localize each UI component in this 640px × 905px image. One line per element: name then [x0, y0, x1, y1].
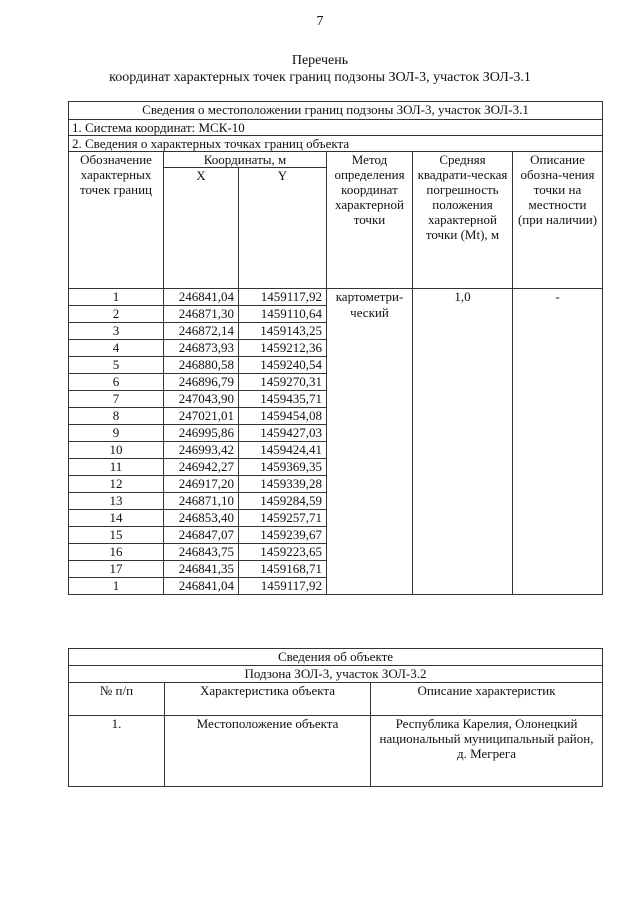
point-number: 9 — [69, 425, 164, 442]
coordinates-table — [68, 101, 603, 595]
object-info-table — [68, 648, 603, 787]
coord-y: 1459212,36 — [239, 340, 327, 357]
title-line-2: координат характерных точек границ подзоны ЗОЛ-3, участок ЗОЛ-3.1 — [109, 70, 531, 85]
coord-y: 1459223,65 — [239, 544, 327, 561]
coord-x: 246993,42 — [164, 442, 239, 459]
coord-x: 247021,01 — [164, 408, 239, 425]
coord-y: 1459427,03 — [239, 425, 327, 442]
coord-system-row: 1. Система координат: МСК-10 — [69, 120, 603, 136]
object-row-num: 1. — [69, 716, 165, 787]
error-value: 1,0 — [413, 289, 513, 595]
coord-x: 247043,90 — [164, 391, 239, 408]
description-value: - — [513, 289, 603, 595]
point-number: 12 — [69, 476, 164, 493]
coord-x: 246942,27 — [164, 459, 239, 476]
header-coordinates: Координаты, м — [164, 152, 327, 168]
object-header-num: № п/п — [69, 683, 165, 716]
coord-row — [69, 289, 603, 306]
point-number: 13 — [69, 493, 164, 510]
coord-x: 246872,14 — [164, 323, 239, 340]
coord-y: 1459117,92 — [239, 289, 327, 306]
coord-x: 246880,58 — [164, 357, 239, 374]
header-description: Описание обозна-чения точки на местности (при наличии) — [513, 152, 603, 289]
coord-y: 1459270,31 — [239, 374, 327, 391]
header-y: Y — [239, 168, 327, 289]
point-number: 6 — [69, 374, 164, 391]
coord-y: 1459143,25 — [239, 323, 327, 340]
coord-table-caption: Сведения о местоположении границ подзоны ЗОЛ-3, участок ЗОЛ-3.1 — [69, 102, 603, 120]
point-number: 3 — [69, 323, 164, 340]
coord-y: 1459435,71 — [239, 391, 327, 408]
header-x: X — [164, 168, 239, 289]
coord-y: 1459369,35 — [239, 459, 327, 476]
document-title — [60, 52, 580, 86]
coord-y: 1459110,64 — [239, 306, 327, 323]
object-row-description: Республика Карелия, Олонецкий национальный муниципальный район, д. Мегрега — [371, 716, 603, 787]
object-header-description: Описание характеристик — [371, 683, 603, 716]
point-number: 11 — [69, 459, 164, 476]
point-number: 14 — [69, 510, 164, 527]
coord-x: 246917,20 — [164, 476, 239, 493]
coord-x: 246995,86 — [164, 425, 239, 442]
coord-x: 246871,30 — [164, 306, 239, 323]
coord-y: 1459257,71 — [239, 510, 327, 527]
coord-x: 246841,35 — [164, 561, 239, 578]
object-header-characteristic: Характеристика объекта — [165, 683, 371, 716]
object-table-caption: Сведения об объекте — [69, 649, 603, 666]
point-number: 10 — [69, 442, 164, 459]
point-number: 1 — [69, 289, 164, 306]
header-error: Средняя квадрати-ческая погрешность положения характерной точки (Mt), м — [413, 152, 513, 289]
coord-y: 1459117,92 — [239, 578, 327, 595]
coord-x: 246853,40 — [164, 510, 239, 527]
point-number: 7 — [69, 391, 164, 408]
section-row: 2. Сведения о характерных точках границ объекта — [69, 136, 603, 152]
coord-x: 246843,75 — [164, 544, 239, 561]
coord-y: 1459454,08 — [239, 408, 327, 425]
point-number: 2 — [69, 306, 164, 323]
coord-x: 246841,04 — [164, 289, 239, 306]
method-value: картометри-ческий — [327, 289, 413, 595]
coord-y: 1459240,54 — [239, 357, 327, 374]
coord-x: 246873,93 — [164, 340, 239, 357]
coord-y: 1459168,71 — [239, 561, 327, 578]
coord-x: 246847,07 — [164, 527, 239, 544]
object-row-characteristic: Местоположение объекта — [165, 716, 371, 787]
coord-x: 246841,04 — [164, 578, 239, 595]
point-number: 5 — [69, 357, 164, 374]
point-number: 17 — [69, 561, 164, 578]
header-designation: Обозначение характерных точек границ — [69, 152, 164, 289]
point-number: 1 — [69, 578, 164, 595]
point-number: 16 — [69, 544, 164, 561]
point-number: 4 — [69, 340, 164, 357]
header-method: Метод определения координат характерной точки — [327, 152, 413, 289]
coord-y: 1459284,59 — [239, 493, 327, 510]
coord-x: 246871,10 — [164, 493, 239, 510]
point-number: 15 — [69, 527, 164, 544]
title-line-1: Перечень — [291, 53, 349, 68]
coord-x: 246896,79 — [164, 374, 239, 391]
point-number: 8 — [69, 408, 164, 425]
coord-y: 1459239,67 — [239, 527, 327, 544]
coord-y: 1459339,28 — [239, 476, 327, 493]
coord-y: 1459424,41 — [239, 442, 327, 459]
object-table-subcaption: Подзона ЗОЛ-3, участок ЗОЛ-3.2 — [69, 666, 603, 683]
page-number: 7 — [316, 14, 324, 29]
